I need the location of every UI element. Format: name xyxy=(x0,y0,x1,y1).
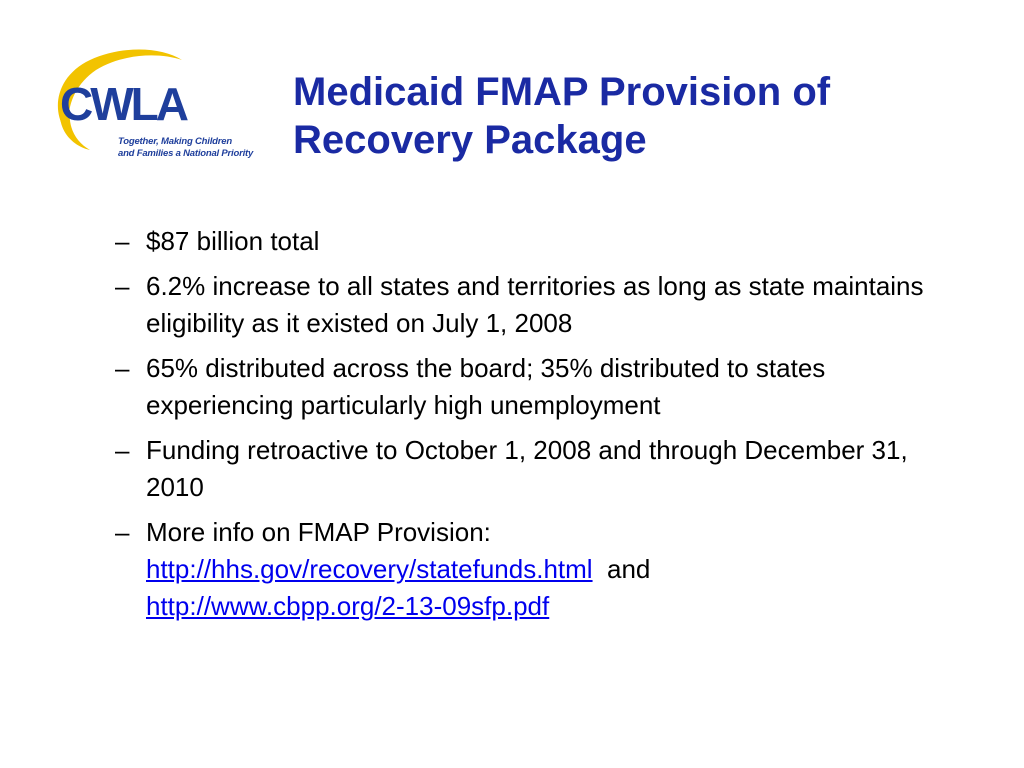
logo-tagline-line2: and Families a National Priority xyxy=(118,148,254,159)
bullet-text: $87 billion total xyxy=(146,226,320,256)
bullet-item-more-info xyxy=(112,514,962,625)
bullet-item xyxy=(112,350,962,424)
cwla-logo xyxy=(50,38,254,168)
bullet-dash: – xyxy=(115,353,130,383)
bullet-item xyxy=(112,432,962,506)
bullet-dash: – xyxy=(115,517,130,547)
slide-title-line2: Recovery Package xyxy=(293,118,647,162)
bullet-text: Funding retroactive to October 1, 2008 and through December 31, 2010 xyxy=(146,435,908,502)
bullet-text: 65% distributed across the board; 35% distributed to states experiencing particularly high unemployment xyxy=(146,353,826,420)
slide-title-line1: Medicaid FMAP Provision of xyxy=(293,70,831,114)
bullet-dash: – xyxy=(115,435,130,465)
bullet-dash: – xyxy=(115,226,130,256)
more-info-text: More info on FMAP Provision: xyxy=(146,517,491,547)
hhs-statefunds-link[interactable]: http://hhs.gov/recovery/statefunds.html xyxy=(146,554,593,584)
bullet-item xyxy=(112,268,962,342)
logo-tagline-line1: Together, Making Children xyxy=(118,136,232,147)
bullet-text: 6.2% increase to all states and territories as long as state maintains eligibility as it existed on July 1, 2008 xyxy=(146,271,924,338)
bullet-list xyxy=(112,223,962,633)
cbpp-pdf-link[interactable]: http://www.cbpp.org/2-13-09sfp.pdf xyxy=(146,591,550,621)
logo-text: CWLA xyxy=(60,78,186,130)
bullet-dash: – xyxy=(115,271,130,301)
logo-tagline xyxy=(118,136,254,160)
bullet-item xyxy=(112,223,962,260)
slide-title xyxy=(293,68,993,164)
link-connector-text: and xyxy=(607,554,651,584)
